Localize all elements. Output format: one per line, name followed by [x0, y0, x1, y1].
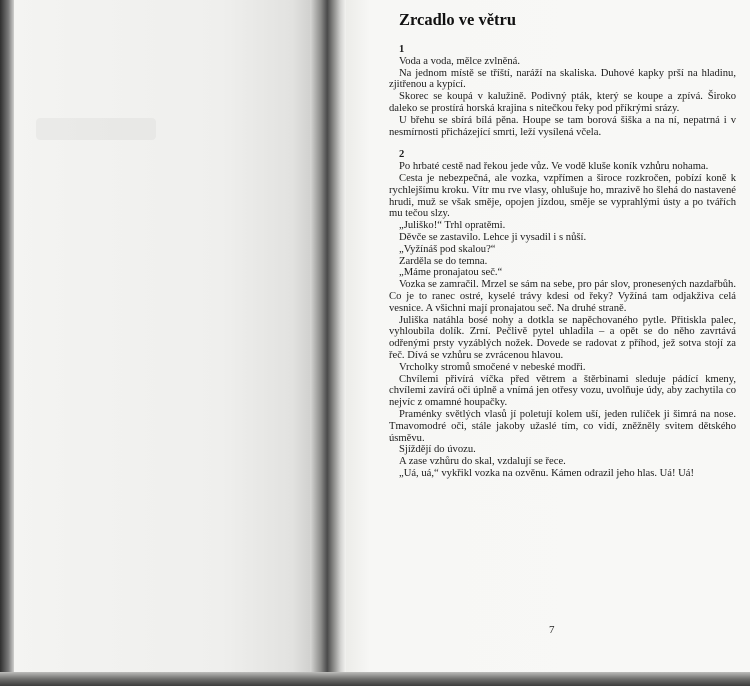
paragraph: Cesta je nebezpečná, ale vozka, vzpřímen a široce rozkročen, pobízí koně k rychlejšímu kroku. Vítr mu rve vlasy, ohlušuje ho, mrazivě ho šlehá do nastavené hrudi, muž se však směje, opojen jízdou, směje se vyprahlými ústy a po tvářích mu tečou slzy.	[389, 172, 736, 220]
paragraph: Praménky světlých vlasů jí poletují kolem uší, jeden rulíček ji šimrá na nose. Tmavomodré oči, stále jakoby užaslé tím, co vidí, zněžněly svitem dětského úsměvu.	[389, 408, 736, 444]
paragraph: Skorec se koupá v kalužině. Podivný pták, který se koupe a zpívá. Široko daleko se prostírá horská krajina s nitečkou řeky pod příkrými srázy.	[389, 91, 736, 114]
paragraph: „Máme pronajatou seč.“	[399, 267, 503, 279]
paragraph: A zase vzhůru do skal, vzdalují se řece.	[399, 456, 566, 468]
section-number-1: 1	[399, 44, 405, 55]
page-number: 7	[549, 624, 555, 636]
chapter-title: Zrcadlo ve větru	[399, 10, 517, 29]
paragraph: Chvílemi přivírá víčka před větrem a štěrbinami sleduje pádící kmeny, chvílemi zavírá oči úplně a vnímá jen otřesy vozu, uvolňuje údy, aby zachytila co nejvíc z omamné houpačky.	[389, 373, 736, 409]
paragraph: „Vyžínáš pod skalou?“	[399, 243, 496, 255]
left-cover-edge	[0, 0, 14, 686]
paragraph: Zarděla se do temna.	[399, 255, 488, 267]
bottom-page-edge	[0, 672, 750, 686]
bleed-through-smudge	[36, 118, 156, 140]
paragraph: Juliška natáhla bosé nohy a dotkla se napěchovaného pytle. Přitiskla palec, vyhloubila dolík. Zrní. Pečlivě pytel uhladila – a opět se do něho zavrtává odřenými prsty vyzáblých nožek. Dovede se radovat z příhod, jež sotva stojí za řeč. Dívá se vzhůru se zvrácenou hlavou.	[389, 314, 736, 361]
paragraph: Vozka se zamračil. Mrzel se sám na sebe, pro pár slov, pronesených nazdařbůh. Co je to ranec ostré, kyselé trávy kdesi od řeky? Vyžíná tam odjakživa celá vesnice. A všichni mají pronajatou seč. Na druhé straně.	[389, 279, 736, 314]
paragraph: „Juliško!“ Trhl opratěmi.	[399, 220, 506, 232]
left-page-blank	[0, 0, 318, 672]
book-gutter	[310, 0, 346, 686]
paragraph: Po hrbaté cestě nad řekou jede vůz. Ve vodě kluše koník vzhůru nohama.	[399, 161, 709, 173]
paragraph: Voda a voda, mělce zvlněná.	[399, 55, 520, 67]
paragraph: „Uá, uá,“ vykřikl vozka na ozvěnu. Kámen odrazil jeho hlas. Uá! Uá!	[399, 467, 695, 479]
paragraph: Děvče se zastavilo. Lehce ji vysadil i s nůší.	[399, 231, 587, 243]
paragraph: U břehu se sbírá bílá pěna. Houpe se tam borová šiška a na ní, nepatrná i v nesmírnosti přicházející smrti, leží vysílená včela.	[389, 114, 736, 138]
paragraph: Sjíždějí do úvozu.	[399, 444, 476, 456]
section-number-2: 2	[399, 149, 405, 161]
paragraph: Na jednom místě se tříští, naráží na skaliska. Duhové kapky prší na hladinu, zjitřenou a kypící.	[389, 67, 736, 91]
page-text	[389, 10, 736, 480]
paragraph: Vrcholky stromů smočené v nebeské modři.	[399, 361, 586, 373]
